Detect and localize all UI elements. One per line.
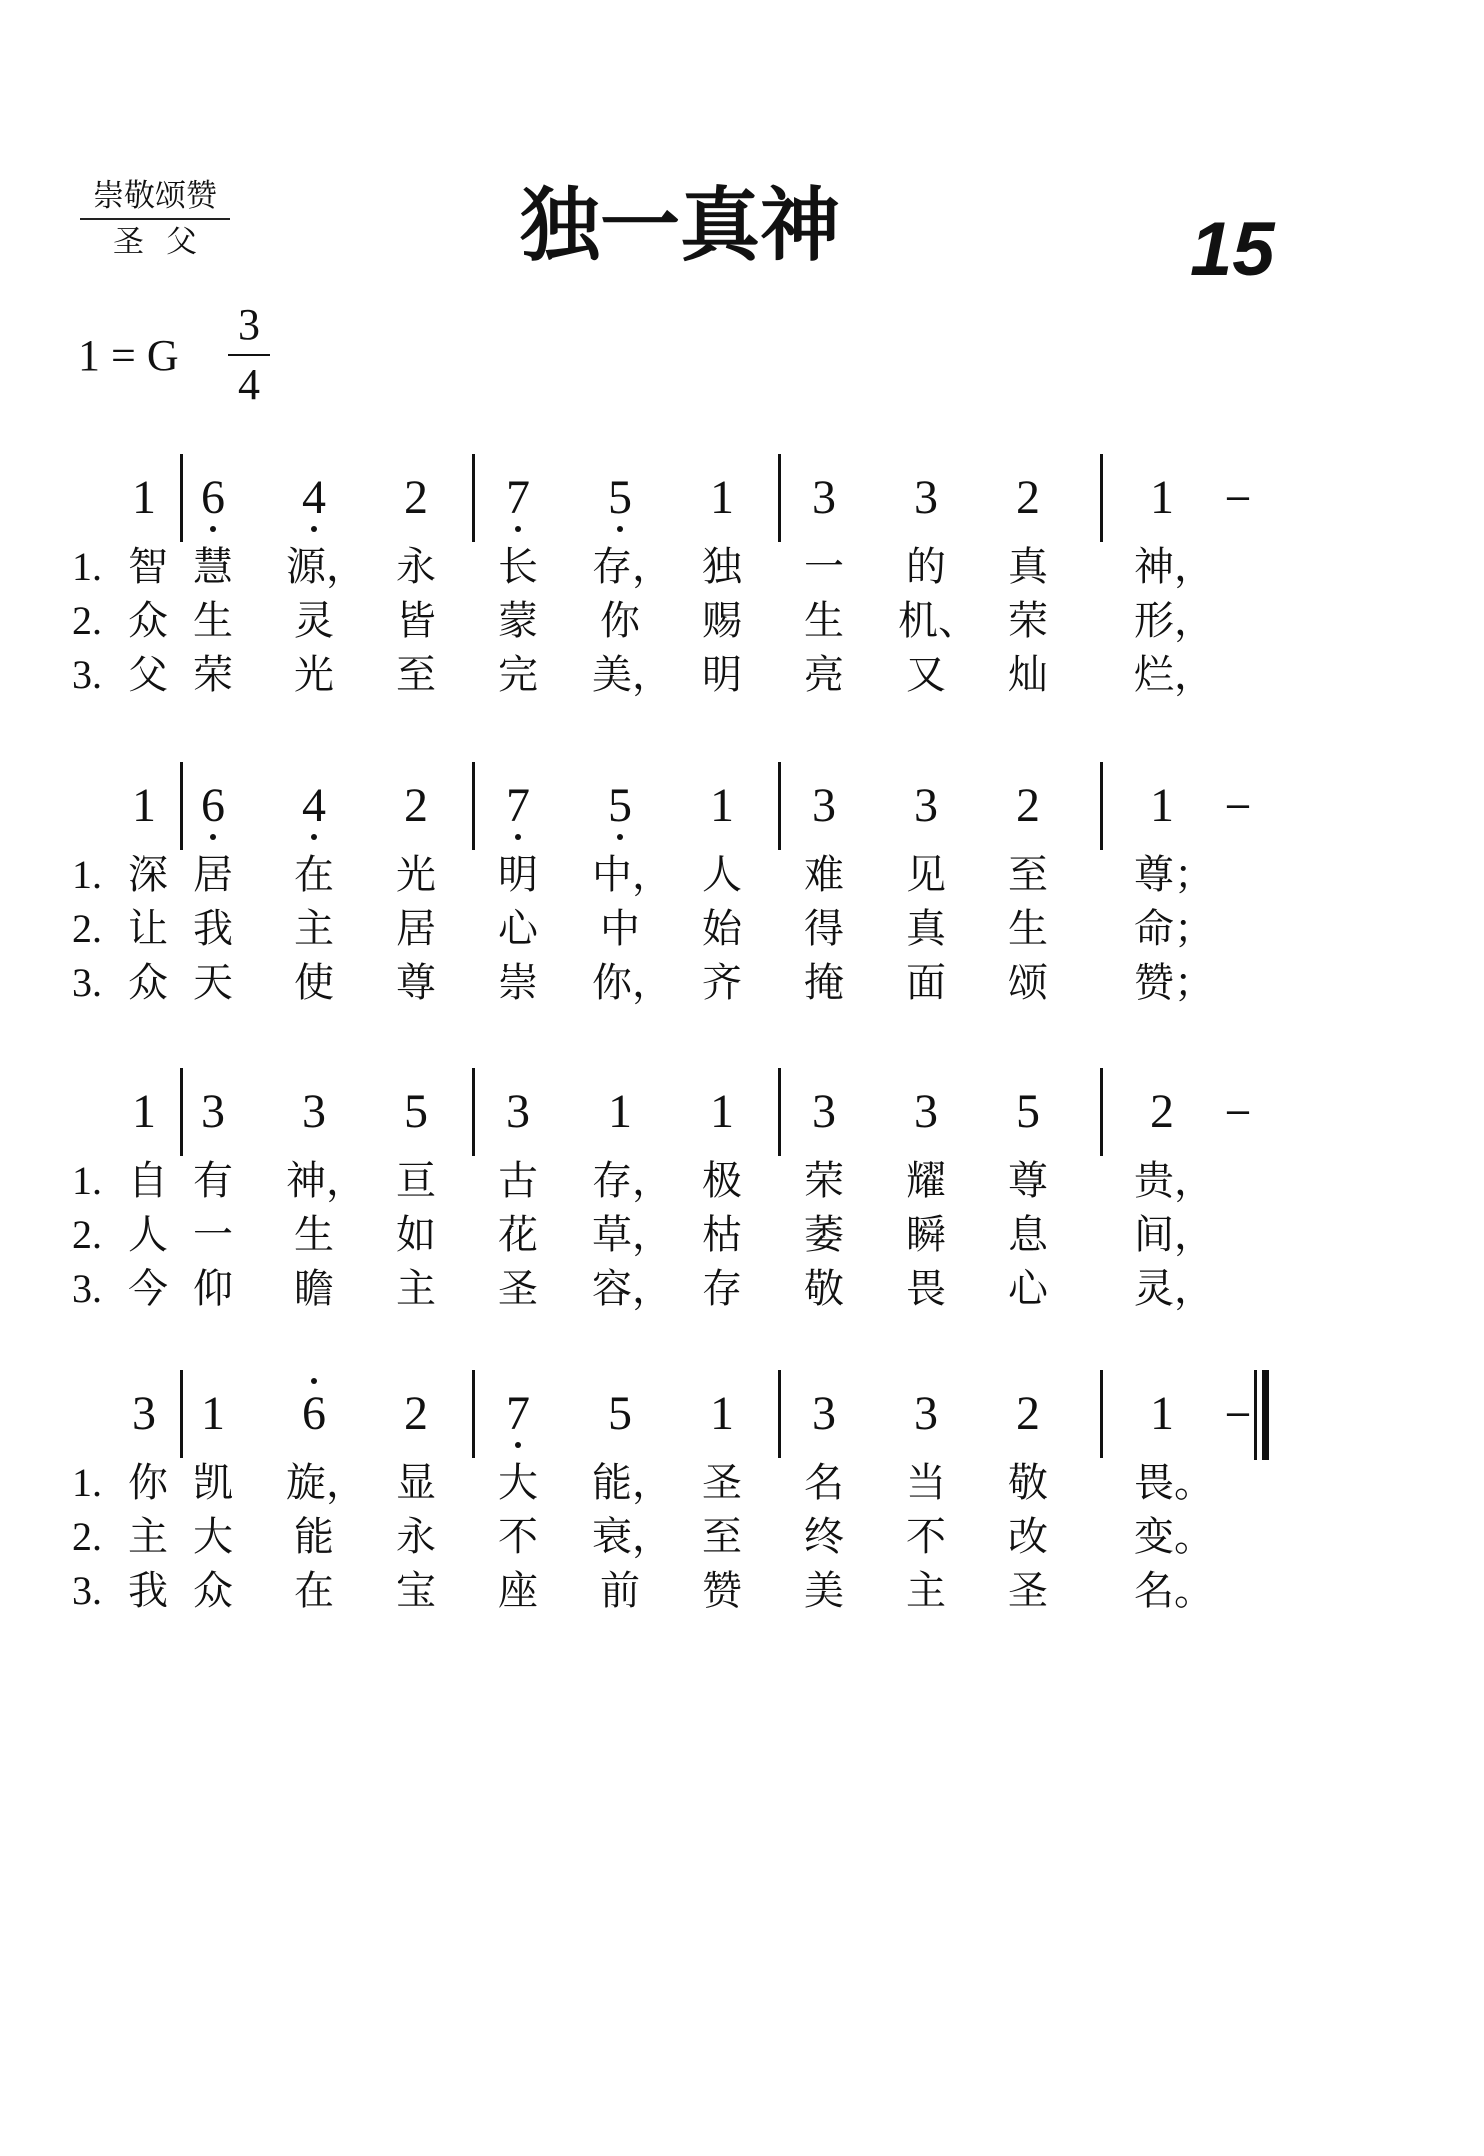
jianpu-note: 2	[404, 779, 428, 832]
lyric-syllable: 光	[294, 652, 334, 698]
lyric-syllable: 真	[906, 906, 946, 952]
lyric-syllable: 尊	[396, 960, 436, 1006]
lyric-syllable: 始	[702, 906, 742, 952]
lyric-syllable: 生	[193, 598, 233, 644]
subcategory-text: 圣父	[113, 224, 219, 260]
sustain-dash: –	[1226, 782, 1250, 826]
jianpu-note: 3	[302, 1085, 326, 1138]
verse-number: 1.	[72, 1158, 102, 1203]
barline	[472, 454, 475, 542]
lyric-syllable: 灵	[294, 598, 334, 644]
lyric-syllable: 主	[396, 1266, 436, 1312]
lyric-syllable: 慧	[193, 544, 233, 590]
barline	[778, 1068, 781, 1156]
lyric-syllable: 永	[396, 1514, 436, 1560]
verse-number: 1.	[72, 544, 102, 589]
lyric-syllable: 机、	[898, 598, 978, 644]
jianpu-note: 1	[201, 1387, 225, 1440]
lyric-syllable: 存，	[592, 544, 672, 590]
verse-number: 1.	[72, 1460, 102, 1505]
barline	[180, 762, 183, 850]
lyric-syllable: 我	[128, 1568, 168, 1614]
verse-number: 2.	[72, 1514, 102, 1559]
lyric-syllable: 座	[498, 1568, 538, 1614]
lyric-syllable: 的	[906, 544, 946, 590]
music-system	[0, 1376, 1484, 1656]
lyric-syllable: 畏	[906, 1266, 946, 1312]
lyric-syllable: 花	[498, 1212, 538, 1258]
lyric-syllable: 仰	[193, 1266, 233, 1312]
jianpu-note: 1	[132, 471, 156, 524]
lyric-syllable: 耀	[906, 1158, 946, 1204]
lyric-syllable: 独	[702, 544, 742, 590]
lyric-syllable: 心	[498, 906, 538, 952]
barline	[778, 762, 781, 850]
lyric-syllable: 赐	[702, 598, 742, 644]
lyric-syllable: 人	[128, 1212, 168, 1258]
lyric-syllable: 崇	[498, 960, 538, 1006]
jianpu-note: 6	[201, 471, 225, 524]
barline	[1100, 1068, 1103, 1156]
barline	[472, 1370, 475, 1458]
lyric-syllable: 至	[1008, 852, 1048, 898]
barline	[472, 1068, 475, 1156]
lyric-syllable: 形，	[1134, 598, 1214, 644]
octave-dot	[515, 834, 521, 840]
music-system	[0, 768, 1484, 1048]
barline	[180, 1068, 183, 1156]
lyric-syllable: 极	[702, 1158, 742, 1204]
lyric-syllable: 天	[193, 960, 233, 1006]
lyric-syllable: 变。	[1134, 1514, 1214, 1560]
lyric-syllable: 灿	[1008, 652, 1048, 698]
lyric-syllable: 难	[804, 852, 844, 898]
time-denominator: 4	[238, 360, 260, 409]
jianpu-note: 1	[710, 471, 734, 524]
lyric-syllable: 你	[128, 1460, 168, 1506]
barline	[778, 454, 781, 542]
lyric-syllable: 能，	[592, 1460, 672, 1506]
lyric-syllable: 大	[193, 1514, 233, 1560]
lyric-syllable: 贵，	[1134, 1158, 1214, 1204]
verse-number: 2.	[72, 598, 102, 643]
lyric-syllable: 荣	[193, 652, 233, 698]
lyric-syllable: 智	[128, 544, 168, 590]
jianpu-note: 1	[710, 779, 734, 832]
lyric-syllable: 至	[396, 652, 436, 698]
lyric-syllable: 让	[128, 906, 168, 952]
lyric-syllable: 荣	[1008, 598, 1048, 644]
jianpu-note: 5	[608, 779, 632, 832]
time-signature	[228, 300, 270, 410]
jianpu-note: 3	[201, 1085, 225, 1138]
final-barline-thin	[1254, 1370, 1257, 1460]
lyric-syllable: 掩	[804, 960, 844, 1006]
lyric-syllable: 蒙	[498, 598, 538, 644]
lyric-syllable: 你，	[592, 960, 672, 1006]
sustain-dash: –	[1226, 1390, 1250, 1434]
lyric-syllable: 使	[294, 960, 334, 1006]
lyric-syllable: 又	[906, 652, 946, 698]
lyric-syllable: 赞；	[1134, 960, 1214, 1006]
lyric-syllable: 宝	[396, 1568, 436, 1614]
lyric-syllable: 源，	[286, 544, 366, 590]
lyric-syllable: 敬	[804, 1266, 844, 1312]
lyric-syllable: 人	[702, 852, 742, 898]
time-fraction-bar	[228, 354, 270, 356]
verse-number: 3.	[72, 1266, 102, 1311]
lyric-syllable: 居	[396, 906, 436, 952]
music-system	[0, 460, 1484, 740]
lyric-syllable: 凯	[193, 1460, 233, 1506]
lyric-syllable: 见	[906, 852, 946, 898]
lyric-syllable: 面	[906, 960, 946, 1006]
jianpu-note: 3	[812, 1387, 836, 1440]
lyric-syllable: 美，	[592, 652, 672, 698]
lyric-syllable: 主	[294, 906, 334, 952]
music-system	[0, 1074, 1484, 1354]
lyric-syllable: 烂，	[1134, 652, 1214, 698]
lyric-syllable: 亘	[396, 1158, 436, 1204]
octave-dot	[311, 834, 317, 840]
jianpu-note: 1	[1150, 779, 1174, 832]
barline	[1100, 1370, 1103, 1458]
jianpu-note: 2	[404, 471, 428, 524]
hymn-title: 独一真神	[520, 179, 840, 272]
lyric-syllable: 有	[193, 1158, 233, 1204]
jianpu-note: 5	[404, 1085, 428, 1138]
lyric-syllable: 圣	[498, 1266, 538, 1312]
jianpu-note: 3	[812, 779, 836, 832]
lyric-syllable: 容，	[592, 1266, 672, 1312]
lyric-syllable: 齐	[702, 960, 742, 1006]
lyric-syllable: 中，	[592, 852, 672, 898]
verse-number: 2.	[72, 1212, 102, 1257]
jianpu-note: 5	[608, 471, 632, 524]
lyric-syllable: 圣	[1008, 1568, 1048, 1614]
jianpu-note: 2	[404, 1387, 428, 1440]
final-barline-thick	[1262, 1370, 1269, 1460]
lyric-syllable: 不	[906, 1514, 946, 1560]
lyric-syllable: 当	[906, 1460, 946, 1506]
lyric-syllable: 终	[804, 1514, 844, 1560]
lyric-syllable: 光	[396, 852, 436, 898]
lyric-syllable: 生	[294, 1212, 334, 1258]
lyric-syllable: 我	[193, 906, 233, 952]
jianpu-note: 1	[710, 1387, 734, 1440]
verse-number: 1.	[72, 852, 102, 897]
lyric-syllable: 中	[600, 906, 640, 952]
lyric-syllable: 众	[193, 1568, 233, 1614]
lyric-syllable: 长	[498, 544, 538, 590]
lyric-syllable: 尊	[1008, 1158, 1048, 1204]
lyric-syllable: 你	[600, 598, 640, 644]
barline	[180, 454, 183, 542]
lyric-syllable: 灵，	[1134, 1266, 1214, 1312]
jianpu-note: 2	[1016, 1387, 1040, 1440]
lyric-syllable: 真	[1008, 544, 1048, 590]
lyric-syllable: 神，	[1134, 544, 1214, 590]
octave-dot	[617, 526, 623, 532]
lyric-syllable: 改	[1008, 1514, 1048, 1560]
lyric-syllable: 息	[1008, 1212, 1048, 1258]
lyric-syllable: 至	[702, 1514, 742, 1560]
jianpu-note: 1	[1150, 1387, 1174, 1440]
barline	[472, 762, 475, 850]
lyric-syllable: 亮	[804, 652, 844, 698]
jianpu-note: 3	[506, 1085, 530, 1138]
verse-number: 2.	[72, 906, 102, 951]
jianpu-note: 4	[302, 779, 326, 832]
jianpu-note: 2	[1150, 1085, 1174, 1138]
lyric-syllable: 主	[906, 1568, 946, 1614]
lyric-syllable: 生	[1008, 906, 1048, 952]
lyric-syllable: 父	[128, 652, 168, 698]
lyric-syllable: 旋，	[286, 1460, 366, 1506]
hymn-number: 15	[1190, 207, 1275, 292]
octave-dot	[311, 1378, 317, 1384]
lyric-syllable: 敬	[1008, 1460, 1048, 1506]
category-label	[80, 176, 230, 262]
octave-dot	[617, 834, 623, 840]
barline	[1100, 762, 1103, 850]
barline	[1100, 454, 1103, 542]
lyric-syllable: 衰，	[592, 1514, 672, 1560]
octave-dot	[210, 526, 216, 532]
key-signature: 1 = G	[78, 331, 179, 380]
octave-dot	[515, 526, 521, 532]
jianpu-note: 1	[1150, 471, 1174, 524]
lyric-syllable: 尊；	[1134, 852, 1214, 898]
lyric-syllable: 枯	[702, 1212, 742, 1258]
lyric-syllable: 明	[702, 652, 742, 698]
lyric-syllable: 荣	[804, 1158, 844, 1204]
jianpu-note: 2	[1016, 471, 1040, 524]
lyric-syllable: 瞬	[906, 1212, 946, 1258]
jianpu-note: 4	[302, 471, 326, 524]
lyric-syllable: 能	[294, 1514, 334, 1560]
lyric-syllable: 大	[498, 1460, 538, 1506]
jianpu-note: 3	[914, 1085, 938, 1138]
category-text: 崇敬颂赞	[80, 176, 230, 220]
verse-number: 3.	[72, 1568, 102, 1613]
lyric-syllable: 完	[498, 652, 538, 698]
jianpu-note: 3	[812, 471, 836, 524]
lyric-syllable: 今	[128, 1266, 168, 1312]
lyric-syllable: 明	[498, 852, 538, 898]
verse-number: 3.	[72, 960, 102, 1005]
jianpu-note: 3	[914, 1387, 938, 1440]
lyric-syllable: 一	[804, 544, 844, 590]
octave-dot	[515, 1442, 521, 1448]
time-numerator: 3	[238, 300, 260, 349]
lyric-syllable: 神，	[286, 1158, 366, 1204]
lyric-syllable: 瞻	[294, 1266, 334, 1312]
lyric-syllable: 一	[193, 1212, 233, 1258]
lyric-syllable: 间，	[1134, 1212, 1214, 1258]
lyric-syllable: 赞	[702, 1568, 742, 1614]
jianpu-note: 5	[608, 1387, 632, 1440]
jianpu-note: 7	[506, 471, 530, 524]
jianpu-note: 1	[132, 1085, 156, 1138]
lyric-syllable: 萎	[804, 1212, 844, 1258]
lyric-syllable: 生	[804, 598, 844, 644]
jianpu-note: 3	[812, 1085, 836, 1138]
sustain-dash: –	[1226, 1088, 1250, 1132]
lyric-syllable: 永	[396, 544, 436, 590]
barline	[778, 1370, 781, 1458]
lyric-syllable: 显	[396, 1460, 436, 1506]
jianpu-note: 3	[914, 779, 938, 832]
lyric-syllable: 在	[294, 1568, 334, 1614]
jianpu-note: 7	[506, 1387, 530, 1440]
lyric-syllable: 圣	[702, 1460, 742, 1506]
jianpu-note: 6	[201, 779, 225, 832]
lyric-syllable: 名	[804, 1460, 844, 1506]
octave-dot	[311, 526, 317, 532]
lyric-syllable: 畏。	[1134, 1460, 1214, 1506]
lyric-syllable: 如	[396, 1212, 436, 1258]
jianpu-note: 6	[302, 1387, 326, 1440]
lyric-syllable: 居	[193, 852, 233, 898]
lyric-syllable: 颂	[1008, 960, 1048, 1006]
lyric-syllable: 草，	[592, 1212, 672, 1258]
lyric-syllable: 美	[804, 1568, 844, 1614]
jianpu-note: 3	[914, 471, 938, 524]
lyric-syllable: 古	[498, 1158, 538, 1204]
lyric-syllable: 主	[128, 1514, 168, 1560]
lyric-syllable: 众	[128, 598, 168, 644]
octave-dot	[210, 834, 216, 840]
barline	[180, 1370, 183, 1458]
lyric-syllable: 前	[600, 1568, 640, 1614]
lyric-syllable: 在	[294, 852, 334, 898]
jianpu-note: 2	[1016, 779, 1040, 832]
lyric-syllable: 自	[128, 1158, 168, 1204]
jianpu-note: 1	[608, 1085, 632, 1138]
sustain-dash: –	[1226, 474, 1250, 518]
lyric-syllable: 命；	[1134, 906, 1214, 952]
lyric-syllable: 心	[1008, 1266, 1048, 1312]
lyric-syllable: 深	[128, 852, 168, 898]
lyric-syllable: 皆	[396, 598, 436, 644]
lyric-syllable: 存	[702, 1266, 742, 1312]
lyric-syllable: 得	[804, 906, 844, 952]
lyric-syllable: 不	[498, 1514, 538, 1560]
jianpu-note: 1	[132, 779, 156, 832]
lyric-syllable: 众	[128, 960, 168, 1006]
jianpu-note: 5	[1016, 1085, 1040, 1138]
jianpu-note: 7	[506, 779, 530, 832]
verse-number: 3.	[72, 652, 102, 697]
jianpu-note: 3	[132, 1387, 156, 1440]
lyric-syllable: 存，	[592, 1158, 672, 1204]
lyric-syllable: 名。	[1134, 1568, 1214, 1614]
jianpu-note: 1	[710, 1085, 734, 1138]
